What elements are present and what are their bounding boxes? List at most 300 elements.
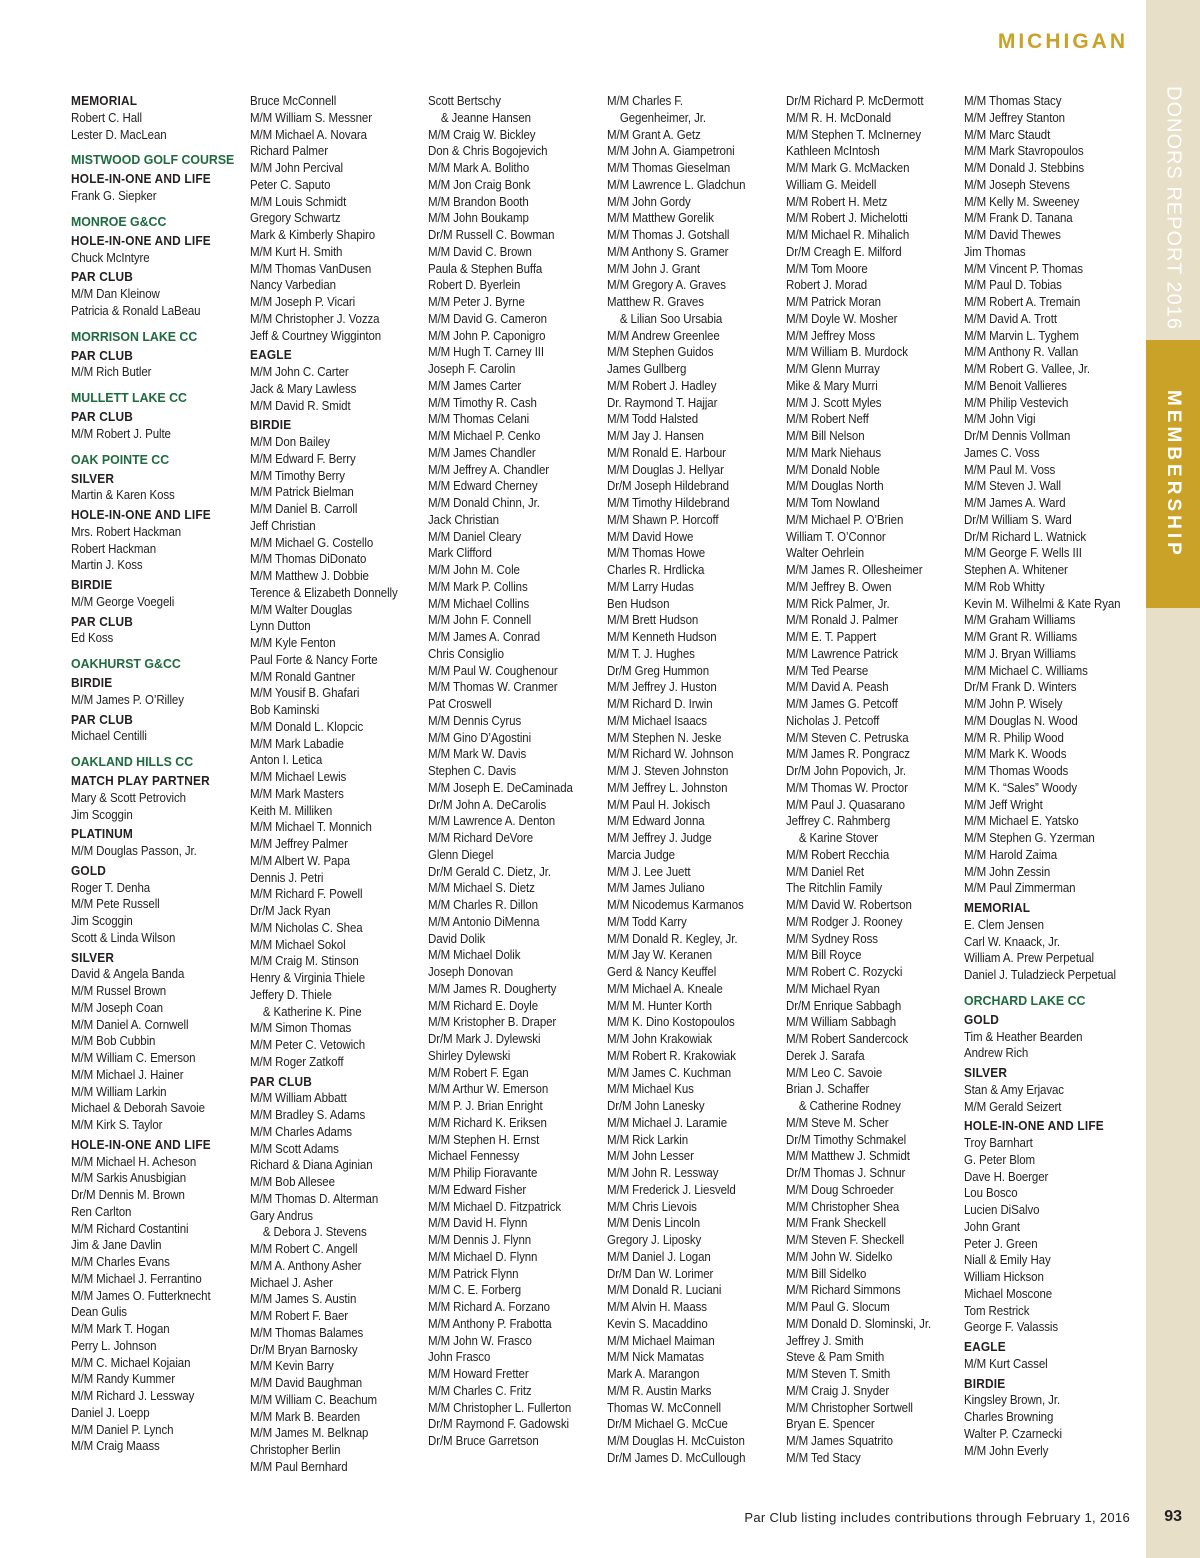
donor-name: M/M John A. Giampetroni — [607, 144, 735, 159]
donor-name: Dr/M Bryan Barnosky — [250, 1342, 358, 1357]
donor-name: M/M James R. Pongracz — [786, 747, 910, 762]
donor-name: M/M Donald Noble — [786, 462, 880, 477]
donor-name: Dr/M Bruce Garretson — [428, 1434, 539, 1448]
membership-label: MEMBERSHIP — [1163, 389, 1184, 559]
donor-name: Tim & Heather Bearden — [964, 1029, 1083, 1044]
donor-name: M/M Robert A. Tremain — [964, 295, 1081, 309]
donor-name: M/M John P. Wisely — [964, 697, 1063, 711]
donor-name: M/M Kyle Fenton — [250, 636, 336, 650]
donor-name: M/M Steven C. Petruska — [786, 730, 909, 745]
donor-name: Dr/M Creagh E. Milford — [786, 244, 902, 259]
giving-level-heading: GOLD — [964, 1012, 1000, 1027]
donors-report-text: DONORS REPORT 2016 — [1162, 86, 1185, 331]
donor-name: M/M Robert Recchia — [786, 847, 890, 862]
giving-level-heading: SILVER — [71, 950, 115, 965]
donor-name: Dr/M Michael G. McCue — [607, 1417, 728, 1432]
donor-name: M/M Kurt Cassel — [964, 1356, 1048, 1371]
giving-level-heading: MATCH PLAY PARTNER — [71, 774, 210, 788]
donor-name: M/M Sydney Ross — [786, 931, 878, 946]
giving-level-heading: EAGLE — [964, 1340, 1006, 1354]
donor-name: M/M Harold Zaima — [964, 847, 1058, 862]
donor-name: Martin J. Koss — [71, 558, 143, 573]
donor-name: M/M Sarkis Anusbigian — [71, 1171, 187, 1186]
donor-name: Dr/M Richard L. Watnick — [964, 529, 1087, 544]
donor-name: David Dolik — [428, 931, 486, 946]
donor-name: M/M R. Philip Wood — [964, 730, 1064, 745]
donor-name: M/M James R. Ollesheimer — [786, 563, 923, 577]
donor-name: M/M Glenn Murray — [786, 362, 880, 376]
donor-name: James Gullberg — [607, 362, 687, 376]
donor-name: M/M Kelly M. Sweeney — [964, 194, 1080, 209]
donor-name: M/M Robert J. Michelotti — [786, 211, 908, 226]
giving-level-heading: BIRDIE — [71, 578, 113, 592]
donor-name: M/M John R. Lessway — [607, 1166, 719, 1180]
donor-name: Jim Scoggin — [71, 914, 133, 928]
donor-name: William T. O’Connor — [786, 529, 886, 544]
donor-name: M/M Timothy R. Cash — [428, 395, 537, 410]
donor-name: M/M Daniel Cleary — [428, 529, 522, 544]
donor-name: M/M Gerald Seizert — [964, 1099, 1062, 1114]
donor-name: M/M R. Austin Marks — [607, 1383, 712, 1398]
giving-level-heading: PAR CLUB — [71, 614, 134, 629]
donor-name: M/M Jeffrey B. Owen — [786, 579, 892, 594]
club-name: MULLETT LAKE CC — [71, 390, 187, 405]
donor-name: Dr. Raymond T. Hajjar — [607, 395, 718, 410]
donor-name: M/M Robert R. Krakowiak — [607, 1048, 736, 1063]
donor-name: M/M Michael P. Cenko — [428, 429, 541, 443]
donor-name: Ben Hudson — [607, 596, 670, 611]
donor-name: M/M Jeffrey J. Judge — [607, 831, 712, 845]
donor-name: M/M Mark Masters — [250, 786, 344, 801]
donor-name: M/M Paul Zimmerman — [964, 881, 1076, 896]
donor-name: Gary Andrus — [250, 1208, 313, 1223]
donor-name: M/M Douglas H. McCuiston — [607, 1434, 745, 1448]
donor-name: M/M Ted Stacy — [786, 1450, 861, 1465]
donor-name: M/M Stephen T. McInerney — [786, 127, 922, 142]
donor-name: Bruce McConnell — [250, 94, 337, 108]
donor-name: M/M Robert F. Egan — [428, 1065, 529, 1080]
donor-name: The Ritchlin Family — [786, 881, 883, 896]
donor-name: Michael Fennessy — [428, 1149, 520, 1164]
donor-name: Michael Centilli — [71, 729, 147, 744]
donor-name: M/M Joseph E. DeCaminada — [428, 780, 573, 795]
donor-name: M/M Bill Sidelko — [786, 1266, 867, 1281]
donor-name: Troy Barnhart — [964, 1136, 1033, 1150]
donor-name: Joseph Donovan — [428, 965, 514, 979]
donor-name: M/M Thomas Gieselman — [607, 161, 731, 175]
donor-name: M/M Anthony S. Gramer — [607, 244, 729, 259]
donor-name: M/M Douglas Passon, Jr. — [71, 844, 197, 858]
donor-name: M/M John F. Connell — [428, 613, 532, 628]
donor-name: M/M Charles R. Dillon — [428, 898, 538, 912]
donor-name: Lou Bosco — [964, 1186, 1018, 1201]
donor-name: M/M Michael H. Acheson — [71, 1154, 197, 1169]
donor-name: M/M Mark G. McMacken — [786, 161, 910, 175]
donor-name: M/M Joseph P. Vicari — [250, 295, 356, 309]
donor-name: M/M James Carter — [428, 378, 522, 393]
donor-name: M/M Paul G. Slocum — [786, 1300, 890, 1314]
giving-level-heading: MEMORIAL — [964, 901, 1031, 915]
donor-name: M/M Richard E. Doyle — [428, 998, 538, 1013]
donor-name: M/M P. J. Brian Enright — [428, 1099, 543, 1113]
donor-name: M/M David Thewes — [964, 228, 1061, 242]
donor-name: M/M Michael Kus — [607, 1082, 694, 1097]
donor-name: & Katherine K. Pine — [262, 1004, 362, 1019]
donor-name: Dr/M Dennis M. Brown — [71, 1188, 185, 1202]
donor-name: Dr/M Raymond F. Gadowski — [428, 1417, 569, 1432]
donor-name: M/M John Vigi — [964, 412, 1036, 427]
donor-column-3 — [428, 93, 604, 1450]
donor-name: Dr/M Timothy Schmakel — [786, 1132, 907, 1147]
donor-name: M/M Jeffrey Stanton — [964, 110, 1065, 125]
donor-name: Frank G. Siepker — [71, 189, 157, 203]
donor-name: M/M Richard Costantini — [71, 1221, 189, 1236]
donor-name: M/M Thomas DiDonato — [250, 552, 367, 567]
donor-name: M/M David Howe — [607, 529, 694, 544]
giving-level-heading: BIRDIE — [71, 676, 113, 690]
donor-name: M/M James Juliano — [607, 881, 705, 896]
donor-name: M/M Albert W. Papa — [250, 853, 350, 868]
donor-name: Dr/M Dan W. Lorimer — [607, 1266, 714, 1281]
donor-name: M/M Anthony R. Vallan — [964, 345, 1079, 360]
donor-name: M/M Edward F. Berry — [250, 451, 356, 466]
donor-name: M/M Michael Sokol — [250, 937, 346, 952]
donor-name: M/M J. Bryan Williams — [964, 646, 1076, 661]
donor-name: M/M Rich Butler — [71, 365, 152, 380]
donor-name: M/M Joseph Coan — [71, 1000, 163, 1015]
donor-name: M/M Gregory A. Graves — [607, 278, 726, 293]
donor-name: M/M William C. Emerson — [71, 1051, 196, 1065]
donor-name: Gegenheimer, Jr. — [619, 110, 706, 125]
donor-name: M/M Michael Maiman — [607, 1333, 715, 1348]
donor-name: M/M Peter C. Vetowich — [250, 1038, 366, 1052]
donor-name: M/M C. Michael Kojaian — [71, 1355, 191, 1370]
donor-name: M/M David A. Trott — [964, 311, 1057, 326]
donor-name: M/M Nicodemus Karmanos — [607, 898, 744, 912]
donor-name: M/M Bill Nelson — [786, 429, 865, 443]
donor-name: M/M David G. Cameron — [428, 311, 547, 326]
donor-name: Dr/M James D. McCullough — [607, 1450, 746, 1465]
donor-name: Mark & Kimberly Shapiro — [250, 228, 376, 242]
donor-name: Keith M. Milliken — [250, 803, 333, 818]
donor-name: M/M Jeffrey Palmer — [250, 837, 348, 851]
donor-name: Mark Clifford — [428, 546, 492, 561]
giving-level-heading: PAR CLUB — [71, 348, 134, 363]
donor-name: M/M John W. Frasco — [428, 1333, 532, 1348]
donor-name: Richard & Diana Aginian — [250, 1158, 373, 1173]
donor-name: M/M Robert J. Hadley — [607, 378, 717, 393]
giving-level-heading: HOLE-IN-ONE AND LIFE — [71, 233, 211, 248]
donor-name: & Catherine Rodney — [798, 1099, 901, 1113]
donor-name: M/M David W. Robertson — [786, 898, 912, 912]
donor-name: M/M Jeff Wright — [964, 797, 1043, 812]
donor-name: M/M Richard DeVore — [428, 831, 534, 845]
club-name: MONROE G&CC — [71, 213, 167, 229]
donor-name: M/M K. “Sales” Woody — [964, 780, 1077, 795]
donor-name: M/M Thomas Woods — [964, 764, 1069, 778]
donor-name: M/M Daniel J. Logan — [607, 1249, 711, 1264]
donor-name: M/M Mark P. Collins — [428, 579, 528, 594]
donor-name: M/M Paul M. Voss — [964, 462, 1056, 477]
donor-name: M/M John W. Sidelko — [786, 1249, 893, 1264]
donor-name: M/M Tom Moore — [786, 261, 868, 276]
donor-name: M/M Louis Schmidt — [250, 194, 347, 209]
donor-name: M/M John C. Carter — [250, 365, 349, 379]
donor-name: Ed Koss — [71, 631, 114, 646]
donor-name: M/M Jeffrey J. Huston — [607, 680, 717, 695]
donor-name: M/M Mark Niehaus — [786, 445, 882, 460]
giving-level-heading: HOLE-IN-ONE AND LIFE — [71, 1137, 211, 1152]
donor-name: Brian J. Schaffer — [786, 1082, 870, 1097]
donor-name: M/M Frank Sheckell — [786, 1216, 886, 1231]
donor-name: M/M Stephen H. Ernst — [428, 1132, 540, 1147]
donor-name: M/M Simon Thomas — [250, 1021, 352, 1036]
donor-name: M/M Randy Kummer — [71, 1372, 175, 1387]
club-name: ORCHARD LAKE CC — [964, 992, 1086, 1008]
donor-name: Lester D. MacLean — [71, 127, 167, 142]
donor-name: Peter J. Green — [964, 1236, 1038, 1251]
donor-name: M/M Jeffrey Moss — [786, 328, 876, 343]
donor-name: Dr/M Greg Hummon — [607, 663, 710, 678]
donor-name: M/M Paul W. Coughenour — [428, 663, 558, 678]
donor-name: M/M Philip Fioravante — [428, 1166, 538, 1180]
donor-name: M/M Kirk S. Taylor — [71, 1118, 163, 1132]
page-number: 93 — [1164, 1508, 1182, 1525]
donor-name: M/M Joseph Stevens — [964, 177, 1070, 192]
donor-name: M/M Steven J. Wall — [964, 479, 1061, 494]
donor-name: M/M James Chandler — [428, 445, 536, 460]
donor-name: M/M Donald D. Slominski, Jr. — [786, 1316, 932, 1331]
donor-name: M/M Ronald J. Palmer — [786, 613, 898, 628]
club-name: OAKHURST G&CC — [71, 656, 181, 671]
donor-name: M/M Pete Russell — [71, 897, 160, 912]
donor-name: Jeff Christian — [250, 518, 316, 533]
donor-name: M/M K. Dino Kostopoulos — [607, 1015, 735, 1030]
donor-name: Roger T. Denha — [71, 880, 151, 895]
donor-name: M/M Christopher Shea — [786, 1199, 900, 1214]
donor-name: Jeffrey C. Rahmberg — [786, 814, 891, 829]
donor-name: Michael Moscone — [964, 1286, 1053, 1301]
donor-name: M/M Thomas Stacy — [964, 94, 1062, 108]
donor-name: M/M Vincent P. Thomas — [964, 261, 1083, 276]
donor-name: M/M John Boukamp — [428, 211, 529, 226]
footer-note: Par Club listing includes contributions through February 1, 2016 — [744, 1510, 1130, 1525]
donor-name: M/M Matthew J. Schmidt — [786, 1149, 910, 1164]
donor-name: M/M C. E. Forberg — [428, 1283, 522, 1298]
donor-name: M/M Mark K. Woods — [964, 747, 1067, 762]
donor-name: M/M Timothy Berry — [250, 468, 345, 483]
donor-name: M/M Rob Whitty — [964, 579, 1045, 594]
donor-name: M/M Michael D. Fitzpatrick — [428, 1199, 562, 1214]
membership-tab — [1146, 340, 1200, 608]
donor-name: Andrew Rich — [964, 1046, 1029, 1061]
donor-name: M/M Thomas VanDusen — [250, 261, 372, 276]
giving-level-heading: HOLE-IN-ONE AND LIFE — [71, 508, 211, 522]
donor-name: Robert J. Morad — [786, 278, 868, 293]
donor-name: Martin & Karen Koss — [71, 488, 175, 503]
donor-name: M/M Donald J. Stebbins — [964, 161, 1085, 175]
donor-name: M/M Paul H. Jokisch — [607, 797, 711, 812]
donor-name: M/M Daniel Ret — [786, 864, 864, 879]
donor-name: E. Clem Jensen — [964, 917, 1044, 932]
donor-name: M/M Richard F. Powell — [250, 887, 363, 902]
donor-name: M/M Jay W. Keranen — [607, 948, 713, 963]
donor-name: Stephen A. Whitener — [964, 563, 1068, 577]
donor-name: Kevin M. Wilhelmi & Kate Ryan — [964, 596, 1121, 611]
donor-name: Dr/M John Lanesky — [607, 1099, 705, 1113]
donor-name: M/M John M. Cole — [428, 563, 520, 577]
donor-name: M/M Thomas Howe — [607, 546, 706, 561]
donor-name: M/M Michael Ryan — [786, 981, 880, 996]
donor-name: M/M Anthony P. Frabotta — [428, 1316, 552, 1331]
donor-name: M/M William Sabbagh — [786, 1015, 897, 1030]
donor-name: Bryan E. Spencer — [786, 1417, 875, 1432]
donor-name: M/M Hugh T. Carney III — [428, 345, 545, 360]
donor-name: M/M Daniel A. Cornwell — [71, 1017, 189, 1032]
donor-name: M/M David R. Smidt — [250, 398, 351, 413]
donor-name: M/M Michael J. Ferrantino — [71, 1271, 202, 1286]
donor-column-4 — [607, 93, 783, 1467]
donor-name: M/M Timothy Hildebrand — [607, 496, 730, 510]
donor-name: M/M Kevin Barry — [250, 1359, 334, 1374]
donor-name: Robert C. Hall — [71, 110, 142, 125]
donor-name: George F. Valassis — [964, 1320, 1059, 1335]
donor-name: M/M Douglas N. Wood — [964, 713, 1078, 728]
donor-name: M/M Robert C. Rozycki — [786, 965, 903, 979]
donor-name: M/M Lawrence A. Denton — [428, 814, 556, 829]
donor-name: M/M Michael C. Williams — [964, 663, 1088, 678]
donor-name: M/M Charles C. Fritz — [428, 1383, 532, 1398]
donor-name: M/M Craig M. Stinson — [250, 954, 359, 969]
donor-name: M/M Matthew Gorelik — [607, 211, 714, 226]
donor-name: M/M Craig J. Snyder — [786, 1383, 890, 1398]
donor-name: Carl W. Knaack, Jr. — [964, 934, 1061, 949]
donor-name: M/M Michael S. Dietz — [428, 881, 535, 896]
donor-name: & Jeanne Hansen — [440, 110, 531, 125]
donor-name: M/M Donald Chinn, Jr. — [428, 496, 540, 510]
donor-name: Ren Carlton — [71, 1204, 132, 1219]
donor-name: M/M Michael Isaacs — [607, 713, 707, 728]
donor-name: Jim Thomas — [964, 244, 1026, 259]
donor-name: M/M Daniel B. Carroll — [250, 502, 358, 516]
donor-name: Jack & Mary Lawless — [250, 381, 357, 396]
giving-level-heading: HOLE-IN-ONE AND LIFE — [71, 172, 211, 187]
donor-name: Patricia & Ronald LaBeau — [71, 303, 201, 318]
donor-name: Mrs. Robert Hackman — [71, 524, 182, 539]
donor-name: M/M Michael Dolik — [428, 948, 521, 963]
donor-name: M/M Don Bailey — [250, 435, 330, 449]
donor-name: Anton I. Letica — [250, 753, 323, 768]
giving-level-heading: PAR CLUB — [71, 410, 134, 424]
donor-name: Dr/M Thomas J. Schnur — [786, 1166, 906, 1180]
donor-name: M/M Yousif B. Ghafari — [250, 686, 360, 701]
donor-name: M/M Kristopher B. Draper — [428, 1015, 557, 1030]
donor-name: M/M Bill Royce — [786, 948, 862, 963]
donor-name: M/M Jeffrey A. Chandler — [428, 462, 550, 477]
donor-name: M/M Marvin L. Tyghem — [964, 328, 1079, 343]
donor-name: Scott Bertschy — [428, 94, 501, 108]
donor-name: Chris Consiglio — [428, 646, 504, 661]
donor-name: M/M Matthew J. Dobbie — [250, 569, 369, 583]
donor-name: M/M Jeffrey L. Johnston — [607, 780, 728, 795]
donor-name: M/M Frank D. Tanana — [964, 211, 1073, 226]
donor-name: Walter Oehrlein — [786, 546, 865, 561]
donor-name: M/M Ronald Gantner — [250, 669, 356, 684]
donor-name: M/M John Krakowiak — [607, 1032, 713, 1046]
donor-name: Joseph F. Carolin — [428, 362, 516, 376]
donor-name: M/M Nick Mamatas — [607, 1350, 704, 1365]
donor-name: M/M James M. Belknap — [250, 1426, 369, 1441]
donor-name: David & Angela Banda — [71, 967, 185, 982]
donor-name: M/M Michael J. Hainer — [71, 1067, 184, 1082]
donor-name: Stan & Amy Erjavac — [964, 1082, 1064, 1097]
donor-name: James C. Voss — [964, 445, 1040, 460]
donor-name: & Karine Stover — [798, 831, 879, 845]
donor-name: Jeff & Courtney Wigginton — [250, 328, 382, 343]
donor-name: Bob Kaminski — [250, 703, 320, 717]
donor-name: M/M Paul D. Tobias — [964, 278, 1062, 293]
donor-name: M/M Patrick Bielman — [250, 485, 354, 500]
donor-name: Walter P. Czarnecki — [964, 1426, 1062, 1441]
donor-name: M/M William B. Murdock — [786, 345, 908, 360]
donor-name: M/M E. T. Pappert — [786, 630, 877, 644]
donor-name: M/M John P. Caponigro — [428, 328, 546, 343]
donor-name: M/M Stephen G. Yzerman — [964, 831, 1095, 845]
donor-name: M/M Lawrence Patrick — [786, 646, 898, 661]
donor-name: M/M Larry Hudas — [607, 579, 694, 594]
donor-name: M/M James S. Austin — [250, 1292, 357, 1307]
donor-name: M/M Dan Kleinow — [71, 287, 160, 301]
donor-name: M/M Frederick J. Liesveld — [607, 1182, 736, 1197]
donor-name: M/M Bob Cubbin — [71, 1034, 156, 1049]
donor-name: Daniel J. Loepp — [71, 1405, 150, 1420]
donor-name: M/M Richard J. Lessway — [71, 1389, 195, 1403]
donor-name: Charles R. Hrdlicka — [607, 563, 705, 577]
donor-name: M/M Kurt H. Smith — [250, 244, 343, 259]
donor-name: Dr/M Frank D. Winters — [964, 680, 1077, 695]
donor-name: Jim Scoggin — [71, 807, 133, 822]
donor-name: M/M Robert F. Baer — [250, 1309, 349, 1323]
donor-name: M/M Bradley S. Adams — [250, 1108, 366, 1122]
donor-column-5 — [786, 93, 962, 1467]
donor-name: Dr/M Enrique Sabbagh — [786, 998, 902, 1013]
donor-name: M/M M. Hunter Korth — [607, 998, 712, 1013]
donor-name: William Hickson — [964, 1270, 1044, 1284]
donor-name: Paula & Stephen Buffa — [428, 261, 543, 276]
donor-name: M/M Benoit Vallieres — [964, 378, 1067, 393]
donor-name: Jeffery D. Thiele — [250, 987, 332, 1002]
donor-name: Tom Restrick — [964, 1303, 1030, 1318]
donor-name: Gregory Schwartz — [250, 211, 341, 226]
donor-name: M/M Paul Bernhard — [250, 1459, 348, 1474]
donor-name: M/M David Baughman — [250, 1376, 363, 1390]
donor-name: M/M David H. Flynn — [428, 1216, 528, 1231]
donor-name: M/M Lawrence L. Gladchun — [607, 177, 746, 192]
donor-name: M/M Doug Schroeder — [786, 1182, 894, 1197]
donor-name: Dennis J. Petri — [250, 870, 324, 885]
donor-name: M/M Craig Maass — [71, 1439, 160, 1454]
giving-level-heading: EAGLE — [250, 348, 292, 363]
donor-name: M/M Edward Cherney — [428, 479, 538, 494]
donor-name: M/M Douglas North — [786, 479, 884, 494]
donor-name: M/M Charles Adams — [250, 1124, 352, 1139]
donor-name: M/M Thomas Celani — [428, 412, 530, 427]
donor-name: Don & Chris Bogojevich — [428, 144, 548, 159]
donor-name: M/M Thomas Balames — [250, 1325, 364, 1340]
donor-name: M/M Thomas W. Cranmer — [428, 680, 558, 695]
club-name: MORRISON LAKE CC — [71, 328, 198, 344]
donor-name: Charles Browning — [964, 1410, 1054, 1424]
